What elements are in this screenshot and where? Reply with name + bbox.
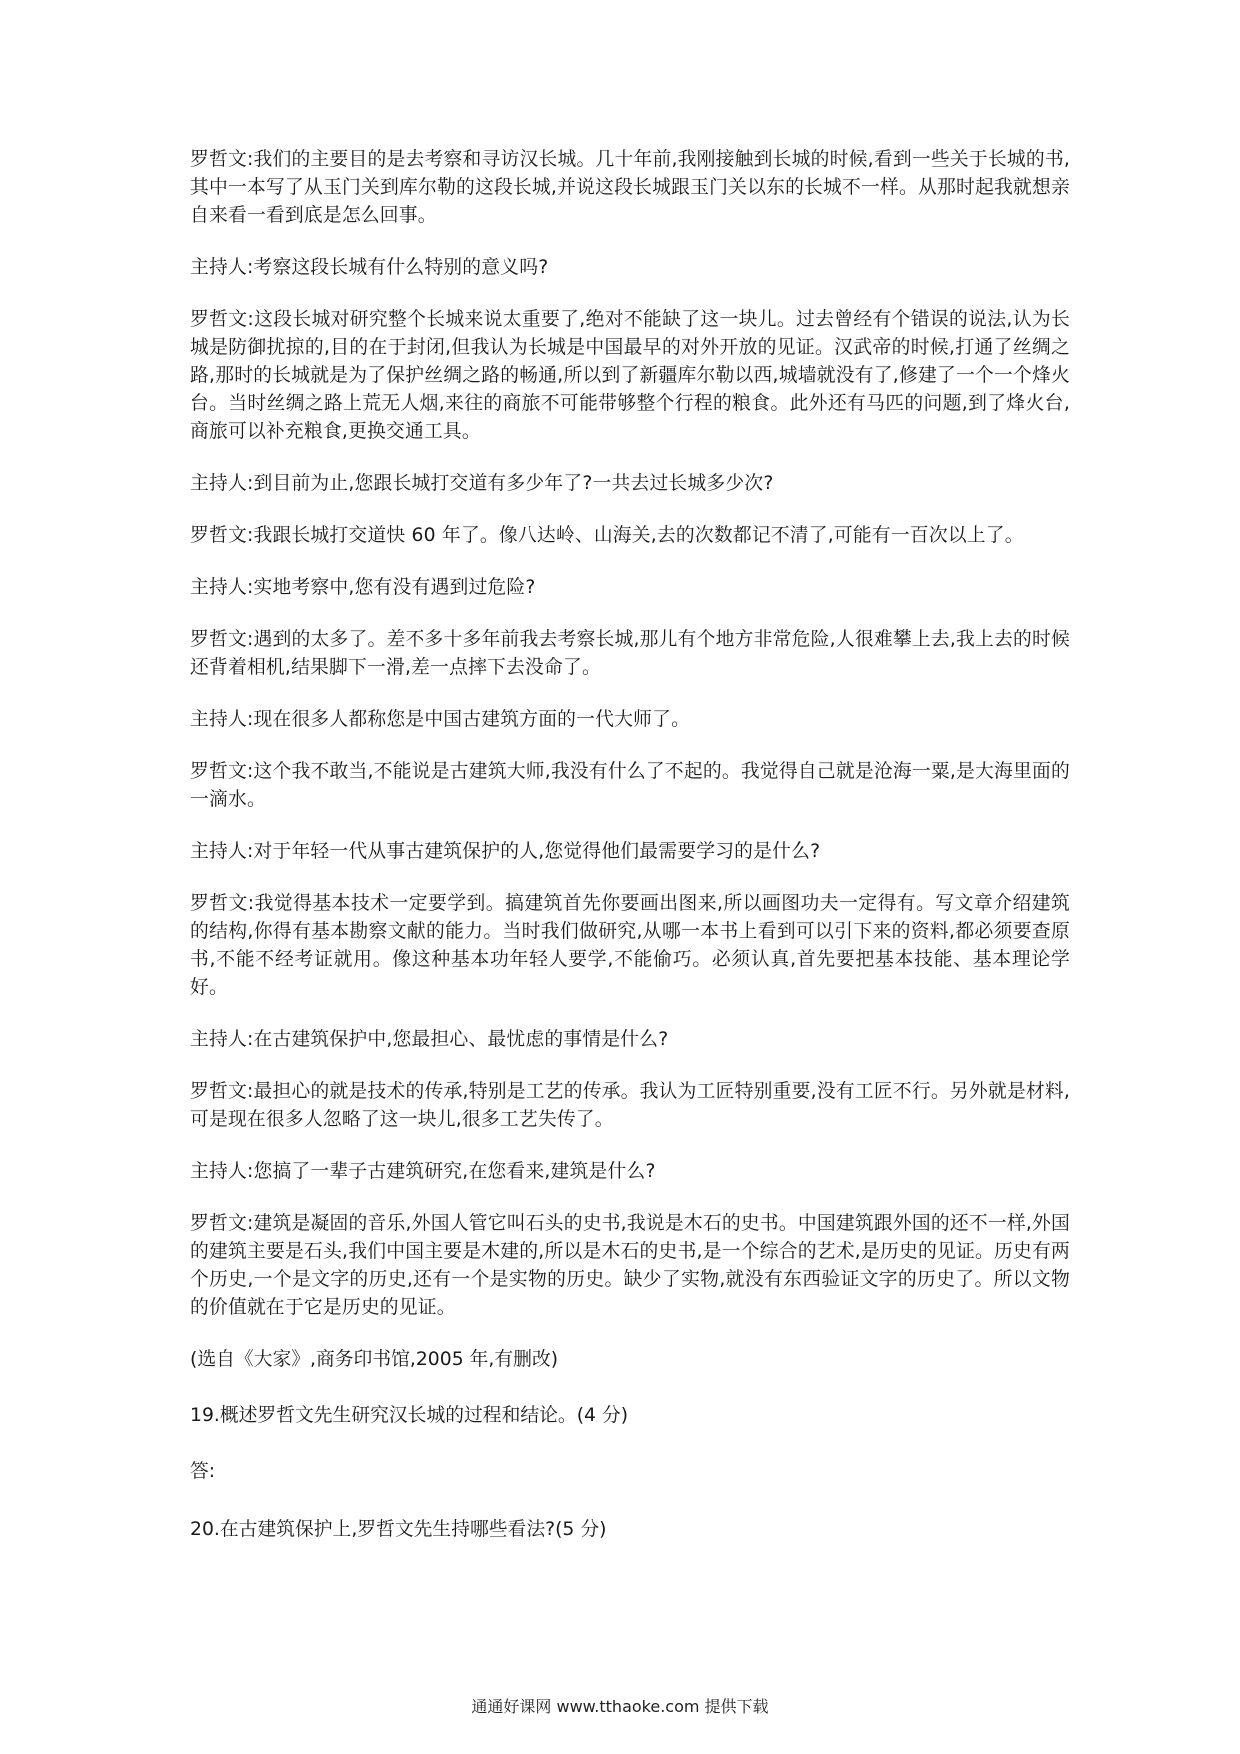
dialogue-paragraph	[190, 254, 1070, 282]
dialogue-paragraph	[190, 522, 1070, 550]
question-19: 19.概述罗哲文先生研究汉长城的过程和结论。(4 分)	[190, 1405, 629, 1426]
speaker-label: 罗哲文:	[190, 525, 254, 546]
dialogue-text: 实地考察中,您有没有遇到过危险?	[253, 577, 536, 598]
dialogue-text: 这段长城对研究整个长城来说太重要了,绝对不能缺了这一块儿。过去曾经有个错误的说法,认为长城是防御扰掠的,目的在于封闭,但我认为长城是中国最早的对外开放的见证。汉武帝的时候,打通了丝绸之路,那时的长城就是为了保护丝绸之路的畅通,所以到了新疆库尔勒以西,城墙就没有了,修建了一个一个烽火台。当时丝绸之路上荒无人烟,来往的商旅不可能带够整个行程的粮食。此外还有马匹的问题,到了烽火台,商旅可以补充粮食,更换交通工具。	[190, 309, 1070, 442]
speaker-label: 主持人:	[190, 257, 254, 278]
dialogue-text: 对于年轻一代从事古建筑保护的人,您觉得他们最需要学习的是什么?	[253, 841, 821, 862]
dialogue-text: 我们的主要目的是去考察和寻访汉长城。几十年前,我刚接触到长城的时候,看到一些关于长城的书,其中一本写了从玉门关到库尔勒的这段长城,并说这段长城跟玉门关以东的长城不一样。从那时起我就想亲自来看一看到底是怎么回事。	[190, 149, 1070, 226]
speaker-label: 罗哲文:	[190, 893, 255, 914]
dialogue-paragraph	[190, 574, 1070, 602]
speaker-label: 罗哲文:	[190, 1213, 254, 1234]
speaker-label: 主持人:	[190, 577, 254, 598]
document-body	[190, 146, 1070, 1572]
speaker-label: 罗哲文:	[190, 761, 254, 782]
footer-credit: 通通好课网 www.tthaoke.com 提供下载	[471, 1697, 769, 1716]
dialogue-paragraph	[190, 1158, 1070, 1186]
dialogue-text: 建筑是凝固的音乐,外国人管它叫石头的史书,我说是木石的史书。中国建筑跟外国的还不一样,外国的建筑主要是石头,我们中国主要是木建的,所以是木石的史书,是一个综合的艺术,是历史的见证。历史有两个历史,一个是文字的历史,还有一个是实物的历史。缺少了实物,就没有东西验证文字的历史了。所以文物的价值就在于它是历史的见证。	[190, 1213, 1070, 1318]
speaker-label: 主持人:	[190, 1029, 254, 1050]
dialogue-paragraph	[190, 146, 1070, 230]
speaker-label: 主持人:	[190, 1161, 254, 1182]
dialogue-text: 在古建筑保护中,您最担心、最忧虑的事情是什么?	[253, 1029, 669, 1050]
dialogue-text: 我跟长城打交道快 60 年了。像八达岭、山海关,去的次数都记不清了,可能有一百次以上了。	[253, 525, 1024, 546]
dialogue-text: 考察这段长城有什么特别的意义吗?	[253, 257, 549, 278]
dialogue-paragraph	[190, 626, 1070, 682]
dialogue-paragraph	[190, 758, 1070, 814]
dialogue-paragraph	[190, 838, 1070, 866]
dialogue-text: 到目前为止,您跟长城打交道有多少年了?一共去过长城多少次?	[253, 473, 774, 494]
dialogue-text: 最担心的就是技术的传承,特别是工艺的传承。我认为工匠特别重要,没有工匠不行。另外就是材料,可是现在很多人忽略了这一块儿,很多工艺失传了。	[190, 1081, 1070, 1130]
dialogue-text: 现在很多人都称您是中国古建筑方面的一代大师了。	[253, 709, 691, 730]
dialogue-text: 这个我不敢当,不能说是古建筑大师,我没有什么了不起的。我觉得自己就是沧海一粟,是大海里面的一滴水。	[190, 761, 1070, 810]
dialogue-paragraph	[190, 1078, 1070, 1134]
source-citation: (选自《大家》,商务印书馆,2005 年,有删改)	[190, 1349, 559, 1370]
dialogue-text: 遇到的太多了。差不多十多年前我去考察长城,那儿有个地方非常危险,人很难攀上去,我上去的时候还背着相机,结果脚下一滑,差一点摔下去没命了。	[190, 629, 1070, 678]
dialogue-paragraph	[190, 1026, 1070, 1054]
answer-label: 答:	[190, 1461, 216, 1482]
speaker-label: 主持人:	[190, 841, 254, 862]
dialogue-paragraph	[190, 706, 1070, 734]
dialogue-paragraph	[190, 306, 1070, 446]
speaker-label: 主持人:	[190, 473, 254, 494]
speaker-label: 罗哲文:	[190, 309, 254, 330]
speaker-label: 罗哲文:	[190, 1081, 254, 1102]
question-20: 20.在古建筑保护上,罗哲文先生持哪些看法?(5 分)	[190, 1519, 607, 1540]
dialogue-text: 您搞了一辈子古建筑研究,在您看来,建筑是什么?	[253, 1161, 656, 1182]
dialogue-paragraph	[190, 890, 1070, 1002]
dialogue-paragraph	[190, 470, 1070, 498]
speaker-label: 主持人:	[190, 709, 254, 730]
dialogue-text: 我觉得基本技术一定要学到。搞建筑首先你要画出图来,所以画图功夫一定得有。写文章介绍建筑的结构,你得有基本勘察文献的能力。当时我们做研究,从哪一本书上看到可以引下来的资料,都必须要查原书,不能不经考证就用。像这种基本功年轻人要学,不能偷巧。必须认真,首先要把基本技能、基本理论学好。	[190, 893, 1070, 998]
speaker-label: 罗哲文:	[190, 629, 254, 650]
speaker-label: 罗哲文:	[190, 149, 254, 170]
dialogue-paragraph	[190, 1210, 1070, 1322]
